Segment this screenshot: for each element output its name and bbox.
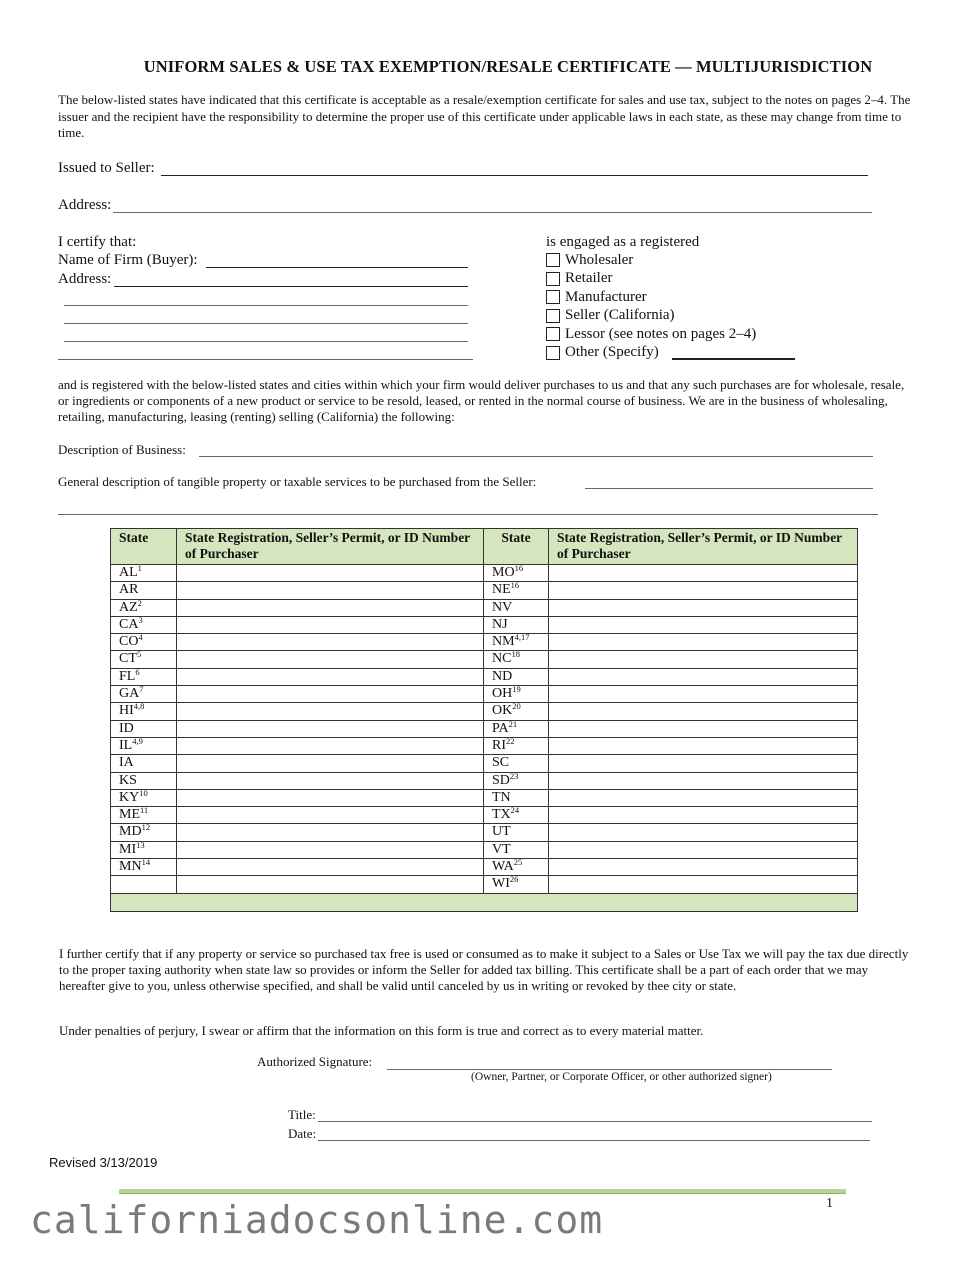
column-header-state: State [484,529,549,565]
state-code-cell [111,634,177,651]
table-row [111,686,858,703]
state-code: NJ [492,616,508,632]
footnote-ref: 5 [136,649,142,660]
state-code-cell [111,772,177,789]
state-code: KY [119,789,140,805]
registration-number-cell[interactable] [549,565,858,582]
footnote-ref: 3 [138,614,143,625]
buyer-address-line-5[interactable] [58,359,473,360]
registration-number-cell[interactable] [549,755,858,772]
table-row [111,616,858,633]
signature-label: Authorized Signature: [257,1054,373,1069]
registration-number-cell[interactable] [549,859,858,876]
state-code-cell [484,807,549,824]
footnote-ref: 18 [511,649,520,660]
option-wholesaler[interactable]: Wholesaler [546,251,756,270]
column-header-registration: State Registration, Seller’s Permit, or ID Number of Purchaser [177,529,484,565]
footnote-ref: 4,9 [132,735,143,746]
property-description-line-2[interactable] [58,514,878,515]
state-code-cell [484,651,549,668]
registration-number-cell[interactable] [549,651,858,668]
state-code-cell [484,841,549,858]
registration-number-cell[interactable] [549,841,858,858]
table-row [111,772,858,789]
registration-number-cell[interactable] [549,616,858,633]
date-label: Date: [288,1126,317,1141]
state-code: OH [492,686,513,702]
state-code-cell [111,824,177,841]
state-code: SC [492,755,510,771]
property-description-field[interactable] [585,488,873,489]
state-code-cell [484,686,549,703]
registration-number-cell[interactable] [177,565,484,582]
registration-number-cell[interactable] [177,634,484,651]
registration-number-cell[interactable] [177,859,484,876]
title-label: Title: [288,1107,316,1122]
registration-number-cell[interactable] [549,686,858,703]
checkbox[interactable] [546,327,560,341]
registration-number-cell[interactable] [177,876,484,893]
footnote-ref: 19 [512,684,521,695]
option-other[interactable]: Other (Specify) [546,344,756,363]
footnote-ref: 26 [509,874,519,885]
table-row [111,789,858,806]
state-code: ND [492,668,513,684]
state-code: RI [492,737,506,753]
state-code-cell [111,582,177,599]
issued-to-seller-field[interactable] [161,175,868,176]
table-row [111,807,858,824]
property-description-label: General description of tangible property or taxable services to be purchased from the Seller: [58,474,537,489]
footer-divider [119,1189,846,1194]
page-number: 1 [826,1196,833,1211]
column-header-state: State [111,529,177,565]
registration-number-cell[interactable] [549,824,858,841]
further-certify-paragraph: I further certify that if any property or service so purchased tax free is used or consumed as to make it subject to a Sales or Use Tax we will pay the tax due directly to the proper taxing authority when state law so provides or inform the Seller for added tax billing. This certificate shall be a part of each order that we may hereafter give to you, unless otherwise specified, and shall be valid until canceled by us in writing or revoked by thee city or state. [59,946,909,993]
state-code-cell [484,720,549,737]
registration-number-cell[interactable] [549,807,858,824]
state-code: ME [119,807,140,823]
table-row [111,599,858,616]
business-description-label: Description of Business: [58,442,186,457]
perjury-statement: Under penalties of perjury, I swear or affirm that the information on this form is true and correct as to every material matter. [59,1023,704,1038]
checkbox[interactable] [546,346,560,360]
table-row [111,876,858,893]
state-code: WI [492,876,510,892]
state-code: IL [119,737,133,753]
buyer-address-field[interactable] [114,286,468,287]
footnote-ref: 14 [141,857,151,868]
footnote-ref: 16 [510,580,520,591]
registration-number-cell[interactable] [177,737,484,754]
table-footer-band [111,893,858,911]
state-code: NC [492,651,512,667]
intro-paragraph: The below-listed states have indicated that this certificate is acceptable as a resale/exemption certificate for sales and use tax, subject to the notes on pages 2–4. The issuer and the recipient have the responsibility to determine the proper use of this certificate under applicable laws in each state, as these may change from time to time. [58,92,911,140]
state-code-cell [484,703,549,720]
state-code-cell [111,651,177,668]
state-code-cell [484,789,549,806]
footnote-ref: 20 [512,701,521,712]
registration-number-cell[interactable] [177,599,484,616]
state-code-cell [484,755,549,772]
registration-paragraph: and is registered with the below-listed states and cities within which your firm would deliver purchases to us and that any such purchases are for wholesale, resale, or ingredients or components of a new product or service to be resold, leased, or rented in the normal course of business. We are in the business of wholesaling, retailing, manufacturing, leasing (renting) selling (California) the following: [58,377,905,424]
state-code: AL [119,565,138,580]
option-manufacturer[interactable]: Manufacturer [546,288,756,307]
state-code-cell [484,772,549,789]
state-code: MD [119,824,142,840]
state-code: OK [492,703,513,719]
state-code: CT [119,651,137,667]
footnote-ref: 10 [139,787,148,798]
checkbox[interactable] [546,253,560,267]
registration-number-cell[interactable] [549,720,858,737]
state-code: AZ [119,599,138,615]
state-code: HI [119,703,134,719]
watermark: californiadocsonline.com [30,1198,604,1242]
registration-number-cell[interactable] [549,703,858,720]
table-row [111,565,858,582]
state-code: TN [492,789,511,805]
footnote-ref: 4,17 [514,632,530,643]
footnote-ref: 12 [141,822,151,833]
state-code-cell [111,599,177,616]
option-retailer[interactable]: Retailer [546,270,756,289]
seller-address-label: Address: [58,197,112,213]
registration-number-cell[interactable] [177,668,484,685]
state-code-cell [484,668,549,685]
state-code-cell [111,807,177,824]
registration-number-cell[interactable] [177,616,484,633]
revised-date: Revised 3/13/2019 [49,1155,158,1170]
state-table-body [111,565,858,912]
table-row [111,720,858,737]
table-row [111,859,858,876]
state-code-cell [111,703,177,720]
table-row [111,668,858,685]
state-code-cell [484,565,549,582]
state-code-cell [484,599,549,616]
state-code-cell [111,720,177,737]
footnote-ref: 4,8 [133,701,145,712]
buyer-address-line-2[interactable] [64,305,468,306]
business-description-field[interactable] [199,456,873,457]
state-code-cell [111,859,177,876]
registered-as-label: is engaged as a registered [546,234,700,250]
firm-name-field[interactable] [206,267,468,268]
registration-number-cell[interactable] [177,807,484,824]
state-code: KS [119,772,137,788]
state-code-cell [484,876,549,893]
registration-number-cell[interactable] [549,772,858,789]
state-code: CA [119,616,139,632]
state-code-cell [484,634,549,651]
state-code-cell [484,737,549,754]
signature-caption: (Owner, Partner, or Corporate Officer, or other authorized signer) [471,1071,772,1083]
state-code: AR [119,582,139,598]
footnote-ref: 4 [138,632,143,643]
footnote-ref: 16 [514,563,524,573]
state-code: NM [492,634,515,650]
registration-number-cell[interactable] [549,582,858,599]
document-title: UNIFORM SALES & USE TAX EXEMPTION/RESALE CERTIFICATE — MULTIJURISDICTION [143,57,873,76]
column-header-registration: State Registration, Seller’s Permit, or ID Number of Purchaser [549,529,858,565]
state-code: SD [492,772,510,788]
checkbox[interactable] [546,272,560,286]
table-footer-row [111,893,858,911]
registration-number-cell[interactable] [177,772,484,789]
registration-number-cell[interactable] [549,737,858,754]
footnote-ref: 11 [140,805,149,816]
option-seller-california[interactable]: Seller (California) [546,307,756,326]
state-registration-table [110,528,858,912]
state-code: ID [119,720,134,736]
footnote-ref: 13 [136,839,145,850]
title-field[interactable] [318,1121,872,1122]
checkbox[interactable] [546,290,560,304]
state-code-cell [111,737,177,754]
footnote-ref: 25 [513,857,523,868]
checkbox[interactable] [546,309,560,323]
state-code-cell [111,841,177,858]
registration-number-cell[interactable] [177,755,484,772]
state-code: GA [119,686,140,702]
registration-number-cell[interactable] [549,789,858,806]
footnote-ref: 21 [508,718,518,729]
state-code-cell [111,789,177,806]
table-header-row [111,529,858,565]
registration-number-cell[interactable] [177,651,484,668]
footnote-ref: 22 [506,735,515,746]
state-code-cell [484,582,549,599]
footnote-ref: 1 [137,563,142,573]
registration-number-cell[interactable] [177,720,484,737]
buyer-address-line-3[interactable] [64,323,468,324]
certify-label: I certify that: [58,234,137,250]
buyer-address-line-4[interactable] [64,341,468,342]
registration-number-cell[interactable] [177,686,484,703]
option-lessor[interactable]: Lessor (see notes on pages 2–4) [546,325,756,344]
footnote-ref: 2 [137,597,142,608]
footnote-ref: 23 [509,770,519,781]
state-code-cell [111,755,177,772]
seller-address-field[interactable] [113,212,872,213]
state-code: IA [119,755,134,771]
state-code-cell [111,616,177,633]
state-code: MI [119,841,137,857]
date-field[interactable] [318,1140,870,1141]
state-code: WA [492,859,514,875]
registration-number-cell[interactable] [549,668,858,685]
registration-type-group [546,251,756,362]
state-code-cell [484,616,549,633]
table-row [111,737,858,754]
state-code-cell [111,668,177,685]
state-code: VT [492,841,511,857]
table-row [111,841,858,858]
firm-name-label: Name of Firm (Buyer): [58,252,198,268]
registration-number-cell[interactable] [177,789,484,806]
issued-to-seller-label: Issued to Seller: [58,160,155,176]
buyer-address-label: Address: [58,271,112,287]
state-code: FL [119,668,136,684]
state-code: MO [492,565,515,580]
table-row [111,824,858,841]
registration-number-cell[interactable] [177,703,484,720]
state-code: NV [492,599,513,615]
state-code-cell [111,686,177,703]
state-code: UT [492,824,511,840]
table-row [111,582,858,599]
state-code-cell [484,859,549,876]
state-code: CO [119,634,139,650]
registration-number-cell[interactable] [177,582,484,599]
table-row [111,703,858,720]
registration-number-cell[interactable] [549,634,858,651]
state-code: TX [492,807,511,823]
other-specify-field[interactable] [672,358,795,360]
table-row [111,634,858,651]
state-code-cell [484,824,549,841]
table-row [111,651,858,668]
footnote-ref: 7 [139,684,144,695]
state-code-cell [111,565,177,582]
state-code: MN [119,859,142,875]
registration-number-cell[interactable] [549,876,858,893]
state-code-cell [111,876,177,893]
signature-field[interactable] [387,1069,832,1070]
state-code: PA [492,720,509,736]
registration-number-cell[interactable] [177,841,484,858]
footnote-ref: 6 [135,666,140,677]
footnote-ref: 24 [510,805,520,816]
registration-number-cell[interactable] [549,599,858,616]
table-row [111,755,858,772]
state-code: NE [492,582,511,598]
registration-number-cell[interactable] [177,824,484,841]
